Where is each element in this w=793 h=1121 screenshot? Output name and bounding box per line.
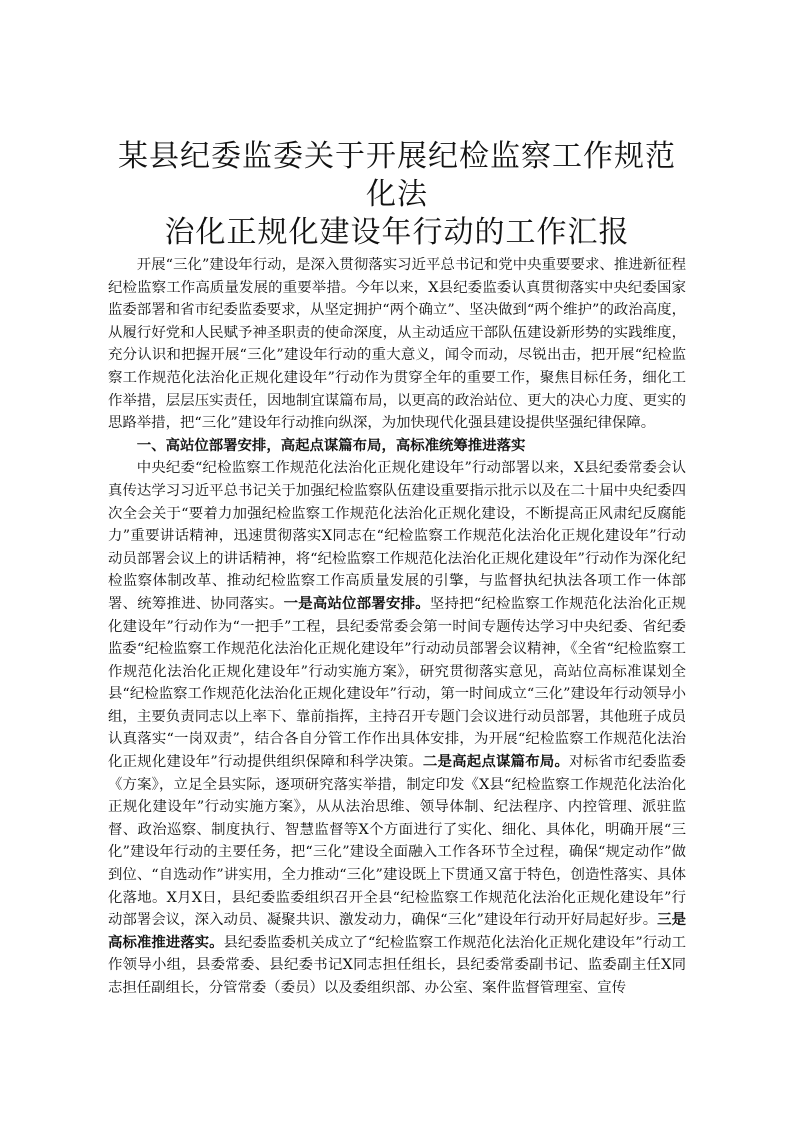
point-3-text: 县纪委监委机关成立了“纪检监察工作规范化法治化正规化建设年”行动工作领导小组，县委常委、县纪委书记X同志担任组长，县纪委常委副书记、监委副主任X同志担任副组长，分管常委（委员）以及委组织部、办公室、案件监督管理室、宣传 xyxy=(108,934,686,996)
document-body xyxy=(108,254,686,1000)
point-1-lead: 一是高站位部署安排。 xyxy=(283,594,430,612)
point-2-text: 对标省市纪委监委《方案》，立足全县实际，逐项研究落实举措，制定印发《X县“纪检监察工作规范化法治化正规化建设年”行动实施方案》，从从法治思维、领导体制、纪法程序、内控管理、派驻监督、政治巡察、制度执行、智慧监督等X个方面进行了实化、细化、具体化，明确开展“三化”建设年行动的主要任务，把“三化”建设全面融入工作各环节全过程，确保“规定动作”做到位、“自选动作”讲实用，全力推动“三化”建设既上下贯通又富于特色，创造性落实、具体化落地。X月X日，县纪委监委组织召开全县“纪检监察工作规范化法治化正规化建设年”行动部署会议，深入动员、凝聚共识、激发动力，确保“三化”建设年行动开好局起好步。 xyxy=(108,754,686,929)
point-3-lead: 三是高标准推进落实。 xyxy=(108,911,686,951)
point-2-lead: 二是高起点谋篇布局。 xyxy=(422,753,570,771)
section-1-heading: 一、高站位部署安排，高起点谋篇布局，高标准统筹推进落实 xyxy=(136,436,526,454)
document-title-line-1: 某县纪委监委关于开展纪检监察工作规范化法 xyxy=(118,139,676,212)
document-title-line-2: 治化正规化建设年行动的工作汇报 xyxy=(164,215,630,250)
point-1-text: 坚持把“纪检监察工作规范化法治化正规化建设年”行动作为“一把手”工程，县纪委常委会第一时间专题传达学习中央纪委、省纪委监委“纪检监察工作规范化法治化正规化建设年”行动动员部署会议精神，《全省“纪检监察工作规范化法治化正规化建设年”行动实施方案》，研究贯彻落实意见，高站位高标准谋划全县“纪检监察工作规范化法治化正规化建设年”行动，第一时间成立“三化”建设年行动领导小组，主要负责同志以上率下、靠前指挥，主持召开专题门会议进行动员部署，其他班子成员认真落实“一岗双责”，结合各自分管工作作出具体安排，为开展“纪检监察工作规范化法治化正规化建设年”行动提供组织保障和科学决策。 xyxy=(108,595,686,771)
document-title xyxy=(108,138,686,252)
intro-paragraph: 开展“三化”建设年行动，是深入贯彻落实习近平总书记和党中央重要要求、推进新征程纪检监察工作高质量发展的重要举措。今年以来，X县纪委监委认真贯彻落实中央纪委国家监委部署和省市纪委监委要求，从坚定拥护“两个确立”、坚决做到“两个维护”的政治高度，从履行好党和人民赋予神圣职责的使命深度，从主动适应干部队伍建设新形势的实践维度，充分认识和把握开展“三化”建设年行动的重大意义，闻令而动，尽锐出击，把开展“纪检监察工作规范化法治化正规化建设年”行动作为贯穿全年的重要工作，聚焦目标任务，细化工作举措，层层压实责任，因地制宜谋篇布局，以更高的政治站位、更大的决心力度、更实的思路举措，把“三化”建设年行动推向纵深，为加快现代化强县建设提供坚强纪律保障。 xyxy=(108,257,686,432)
section-1-text: 中央纪委“纪检监察工作规范化法治化正规化建设年”行动部署以来，X县纪委常委会认真传达学习习近平总书记关于加强纪检监察队伍建设重要指示批示以及在二十届中央纪委四次全会关于“要着力加强纪检监察工作规范化法治化正规化建设，不断提高正风肃纪反腐能力”重要讲话精神，迅速贯彻落实X同志在“纪检监察工作规范化法治化正规化建设年”行动动员部署会议上的讲话精神，将“纪检监察工作规范化法治化正规化建设年”行动作为深化纪检监察体制改革、推动纪检监察工作高质量发展的引擎，与监督执纪执法各项工作一体部署、统筹推进、协同落实。 xyxy=(108,460,686,612)
document-page xyxy=(108,138,686,1000)
section-1-paragraph xyxy=(108,457,686,999)
